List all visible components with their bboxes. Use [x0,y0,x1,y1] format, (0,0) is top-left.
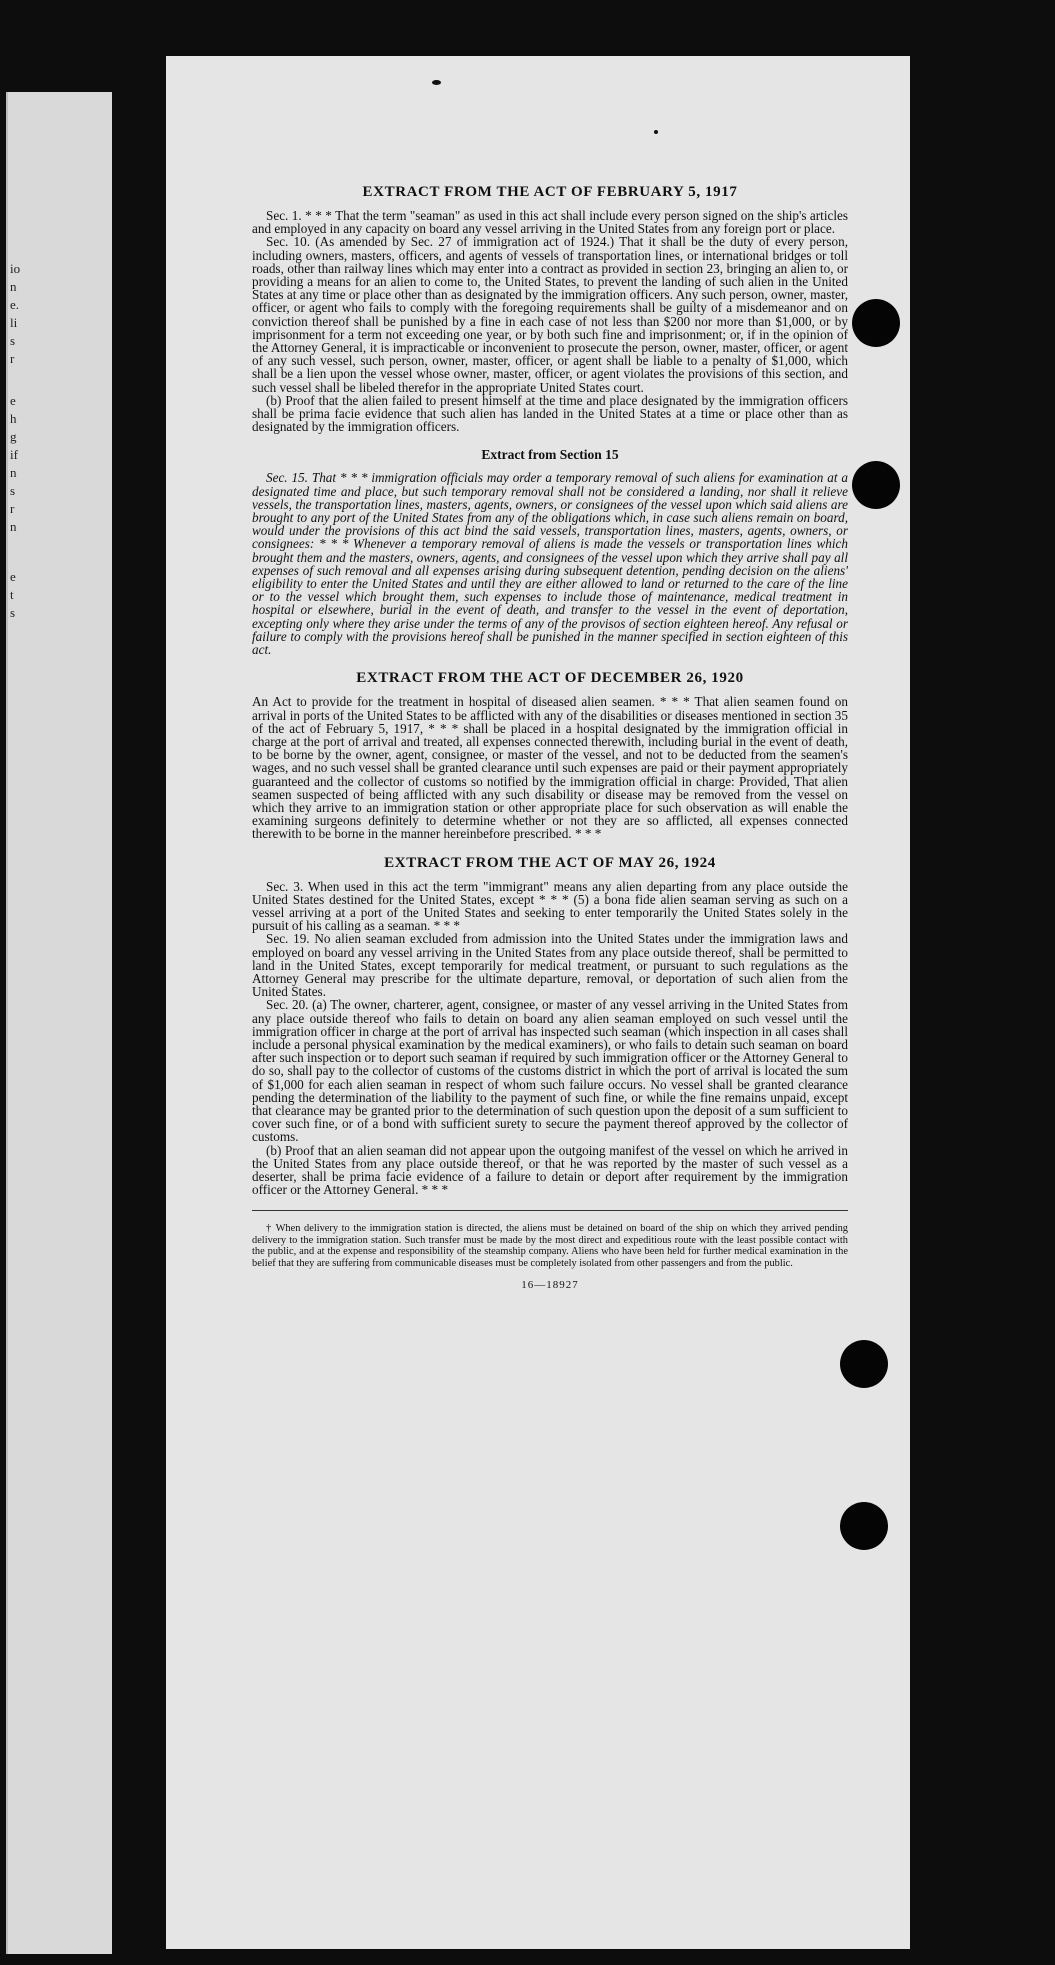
strip-fragment: n [10,465,17,480]
paragraph: Sec. 15. That * * * immigration officials may order a temporary removal of such aliens for examination at a designated time and place, but such temporary removal shall not be considered a landing, nor shall it relieve vessels, the transportation lines, masters, agents, owners, or consignees of the vessel upon which said aliens are brought to any port of the United States from any of the obligations which, in case such aliens remain on board, would under the provisions of this act bind the said vessels, transportation lines, masters, agents, owners, or consignees: * * * Whenever a temporary removal of aliens is made the vessels or transportation lines which brought them and the masters, owners, agents, and consignees of the vessel upon which they arrive shall pay all expenses of such removal and all expenses arising during subsequent detention, pending decision on the aliens' eligibility to enter the United States and until they are either allowed to land or returned to the care of the line or to the vessel which brought them, such expenses to include those of maintenance, medical treatment in hospital or elsewhere, burial in the event of death, and transfer to the vessel in the event of deportation, excepting only where they arise under the terms of any of the provisos of section eighteen hereof. Any refusal or failure to comply with the provisions hereof shall be punished in the manner specified in section eighteen of this act. [252,470,848,658]
punch-hole [840,1502,888,1550]
strip-fragment: h [10,411,17,426]
ink-speck [432,80,441,85]
strip-fragment: li [10,315,18,330]
document-page [166,56,910,1949]
punch-hole [852,299,900,347]
section-15-extract [252,447,848,656]
strip-fragment: s [10,483,16,498]
strip-fragment: n [10,279,17,294]
strip-fragment: io [10,261,21,276]
strip-fragment: e. [10,297,20,312]
strip-fragment: n [10,519,17,534]
section-heading: Extract from Section 15 [481,447,619,463]
paragraph: (b) Proof that the alien failed to present himself at the time and place designated by the immigration officers shall be prima facie evidence that such alien has landed in the United States at a time or place other than as designated by the immigration officers. [252,392,848,435]
strip-fragment: t [10,587,14,602]
page-number: 16—18927 [521,1279,579,1292]
section-heading: EXTRACT FROM THE ACT OF FEBRUARY 5, 1917 [362,184,738,200]
strip-fragment: e [10,393,16,408]
strip-fragment: s [10,333,16,348]
strip-fragment: r [10,351,15,366]
paragraph: Sec. 19. No alien seaman excluded from admission into the United States under the immigration laws and employed on board any vessel arriving in the United States from any place outside thereof, shall be permitted to land in the United States, except temporarily for medical treatment, or pursuant to such regulations as the Attorney General may prescribe for the ultimate departure, removal, or deportation of such alien from the United States. [252,931,848,1000]
paragraph: Sec. 1. * * * That the term "seaman" as used in this act shall include every person signed on the ship's articles and employed in any capacity on board any vessel arriving in the United States from any foreign port or place. [252,208,848,237]
footnote-divider [252,1210,848,1211]
ink-speck [654,130,658,134]
punch-hole [840,1340,888,1388]
section-act-1924 [252,855,848,1197]
adjacent-page-strip [6,92,112,1954]
punch-hole [852,461,900,509]
section-heading: EXTRACT FROM THE ACT OF DECEMBER 26, 1920 [356,670,744,687]
paragraph: An Act to provide for the treatment in hospital of diseased alien seamen. * * * That alien seamen found on arrival in ports of the United States to be afflicted with any of the disabilities or diseases mentioned in section 35 of the act of February 5, 1917, * * * shall be placed in a hospital designated by the immigration official in charge at the port of arrival and treated, all expenses connected therewith, including burial in the event of death, to be borne by the owner, agent, consignee, or master of the vessel, and not to be deducted from the seamen's wages, and no such vessel shall be granted clearance until such expenses are paid or their payment appropriately guaranteed and the collector of customs so notified by the immigration official in charge: Provided, That alien seamen suspected of being afflicted with any such disability or disease may be removed from the vessel on which they arrive to an immigration station or other appropriate place for such observation as will enable the examining surgeons definitely to determine whether or not they are so afflicted, all expenses connected therewith to be borne in the manner hereinbefore prescribed. * * * [252,694,848,842]
paragraph: Sec. 20. (a) The owner, charterer, agent, consignee, or master of any vessel arriving in the United States from any place outside thereof who fails to detain on board any alien seaman employed on such vessel until the immigration officer in charge at the port of arrival has inspected such seaman (which inspection in all cases shall include a personal physical examination by the medical examiners), or who fails to detain such seaman on board after such inspection or to deport such seaman if required by such immigration officer or the Attorney General to do so, shall pay to the collector of customs of the customs district in which the port of arrival is located the sum of $1,000 for each alien seaman in respect of whom such failure occurs. No vessel shall be granted clearance pending the determination of the liability to the payment of such fine, or while the fine remains unpaid, except that clearance may be granted prior to the determination of such question upon the deposit of a sum sufficient to cover such fine, or of a bond with sufficient surety to secure the payment thereof approved by the collector of customs. [252,997,848,1145]
strip-fragment: g [10,429,17,444]
section-act-1920 [252,670,848,840]
strip-fragment: if [10,447,18,462]
section-heading: EXTRACT FROM THE ACT OF MAY 26, 1924 [384,854,716,871]
paragraph: Sec. 10. (As amended by Sec. 27 of immigration act of 1924.) That it shall be the duty of every person, including owners, masters, officers, and agents of vessels of transportation lines, or international bridges or toll roads, other than railway lines which may enter into a contract as provided in section 23, bringing an alien to, or providing a means for an alien to come to, the United States, to prevent the landing of such alien in the United States at any time or place other than as designated by the immigration officers. Any such person, owner, master, officer, or agent who fails to comply with the foregoing requirements shall be guilty of a misdemeanor and on conviction thereof shall be punished by a fine in each case of not less than $200 nor more than $1,000, or by imprisonment for a term not exceeding one year, or by both such fine and imprisonment; or, if in the opinion of the Attorney General, it is impracticable or inconvenient to prosecute the person, owner, master, officer, or agent of any such vessel, such person, owner, master, officer, or agent shall be liable to a penalty of $1,000, which shall be a lien upon the vessel whose owner, master, officer, or agent violates the provisions of this section, and such vessel shall be libeled therefor in the appropriate United States court. [252,234,848,395]
strip-fragment: e [10,569,16,584]
section-act-1917 [252,184,848,433]
paragraph: (b) Proof that an alien seaman did not appear upon the outgoing manifest of the vessel on which he arrived in the United States from any place outside thereof, or that he was reported by the master of such vessel as a deserter, shall be prima facie evidence of a failure to detain or deport after requirement by the immigration officer or the Attorney General. * * * [252,1142,848,1198]
footnote: † When delivery to the immigration station is directed, the aliens must be detained on board of the ship on which they arrived pending delivery to the immigration station. Such transfer must be made by the most direct and expeditious route with the least possible contact with the public, and at the expense and responsibility of the steamship company. Aliens who have been held for further medical examination in the belief that they are suffering from communicable diseases must be completely isolated from other passengers and from the public. [252,1223,848,1269]
paragraph: Sec. 3. When used in this act the term "immigrant" means any alien departing from any place outside the United States destined for the United States, except * * * (5) a bona fide alien seaman serving as such on a vessel arriving at a port of the United States and seeking to enter temporarily the United States solely in the pursuit of his calling as a seaman. * * * [252,878,848,934]
strip-fragment: s [10,605,16,620]
strip-fragment: r [10,501,15,516]
